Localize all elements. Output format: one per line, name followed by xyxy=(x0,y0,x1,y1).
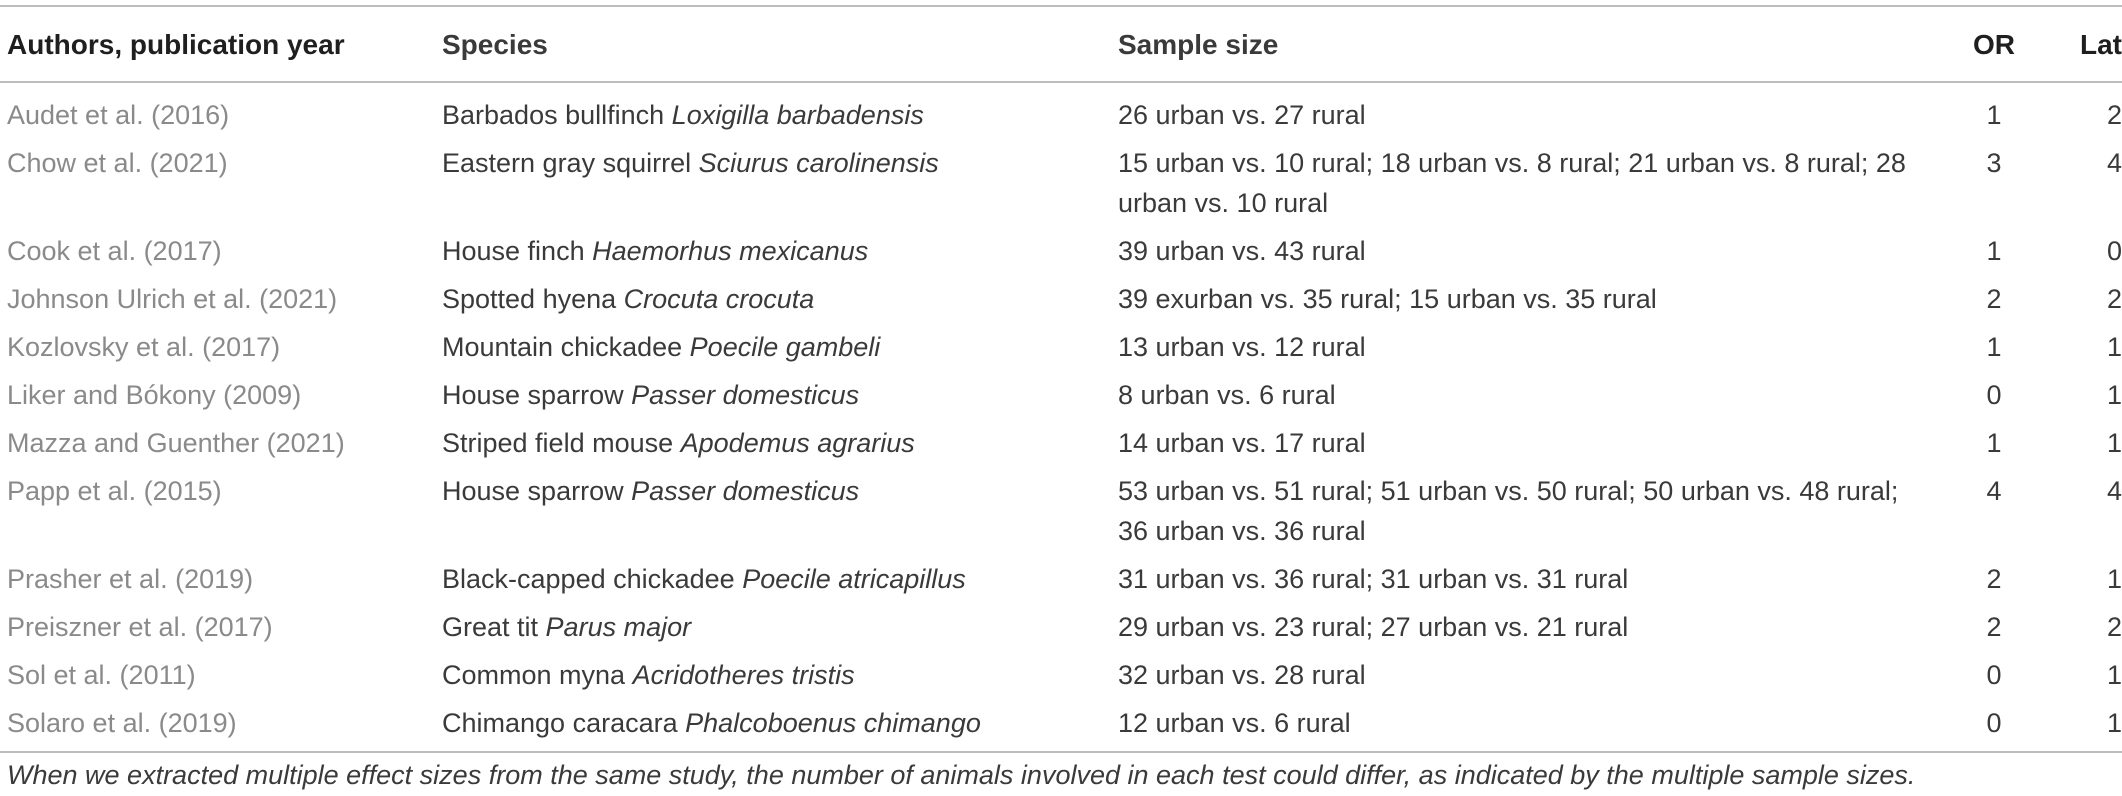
cell-author: Mazza and Guenther (2021) xyxy=(7,428,345,458)
cell-species xyxy=(442,367,1118,415)
cell-or: 1 xyxy=(1986,428,2002,458)
cell-or: 4 xyxy=(1986,476,2002,506)
cell-lat: 1 xyxy=(2106,708,2122,738)
cell-species xyxy=(442,223,1118,271)
cell-sample-size: 29 urban vs. 23 rural; 27 urban vs. 21 rural xyxy=(1118,612,1629,642)
cell-author: Sol et al. (2011) xyxy=(7,660,196,690)
table-footnote: When we extracted multiple effect sizes from the same study, the number of animals involved in each test could differ, as indicated by the multiple sample sizes. xyxy=(7,760,1916,790)
species-common-name: House finch xyxy=(442,236,585,266)
cell-or: 2 xyxy=(1986,564,2002,594)
species-scientific-name: Loxigilla barbadensis xyxy=(671,100,924,130)
table-body xyxy=(0,82,2122,752)
species-scientific-name: Passer domesticus xyxy=(631,476,860,506)
table-row xyxy=(0,551,2122,599)
cell-lat: 1 xyxy=(2106,428,2122,458)
species-scientific-name: Poecile atricapillus xyxy=(742,564,966,594)
header-lat: Lat xyxy=(2080,29,2122,60)
cell-or: 1 xyxy=(1986,100,2002,130)
species-common-name: Striped field mouse xyxy=(442,428,674,458)
species-common-name: Eastern gray squirrel xyxy=(442,148,692,178)
cell-sample-size: 31 urban vs. 36 rural; 31 urban vs. 31 rural xyxy=(1118,564,1629,594)
cell-or: 1 xyxy=(1986,332,2002,362)
cell-or: 0 xyxy=(1986,708,2002,738)
table-row xyxy=(0,695,2122,752)
table-container xyxy=(0,5,2122,753)
cell-species xyxy=(442,271,1118,319)
cell-or: 2 xyxy=(1986,612,2002,642)
cell-sample-size: 32 urban vs. 28 rural xyxy=(1118,660,1366,690)
table-row xyxy=(0,82,2122,135)
species-common-name: Spotted hyena xyxy=(442,284,617,314)
header-row xyxy=(0,6,2122,82)
table-row xyxy=(0,367,2122,415)
cell-species xyxy=(442,319,1118,367)
table-row xyxy=(0,463,2122,551)
species-scientific-name: Sciurus carolinensis xyxy=(698,148,939,178)
cell-sample-size: 14 urban vs. 17 rural xyxy=(1118,428,1366,458)
table-row xyxy=(0,415,2122,463)
cell-lat: 2 xyxy=(2106,100,2122,130)
cell-lat: 1 xyxy=(2106,660,2122,690)
cell-lat: 1 xyxy=(2106,332,2122,362)
species-scientific-name: Parus major xyxy=(545,612,692,642)
cell-species xyxy=(442,415,1118,463)
species-scientific-name: Poecile gambeli xyxy=(689,332,881,362)
studies-table xyxy=(0,5,2122,753)
species-scientific-name: Crocuta crocuta xyxy=(623,284,815,314)
cell-sample-size: 12 urban vs. 6 rural xyxy=(1118,708,1351,738)
species-scientific-name: Phalcoboenus chimango xyxy=(685,708,981,738)
cell-species xyxy=(442,599,1118,647)
cell-author: Kozlovsky et al. (2017) xyxy=(7,332,281,362)
header-species: Species xyxy=(442,29,548,60)
species-common-name: Mountain chickadee xyxy=(442,332,683,362)
cell-or: 2 xyxy=(1986,284,2002,314)
header-sample-size: Sample size xyxy=(1118,29,1279,60)
cell-lat: 2 xyxy=(2106,612,2122,642)
cell-sample-size: 8 urban vs. 6 rural xyxy=(1118,380,1336,410)
cell-author: Johnson Ulrich et al. (2021) xyxy=(7,284,338,314)
cell-lat: 1 xyxy=(2106,564,2122,594)
species-scientific-name: Apodemus agrarius xyxy=(680,428,915,458)
species-common-name: Barbados bullfinch xyxy=(442,100,665,130)
cell-lat: 4 xyxy=(2106,476,2122,506)
cell-or: 1 xyxy=(1986,236,2002,266)
cell-or: 3 xyxy=(1986,148,2002,178)
cell-or: 0 xyxy=(1986,380,2002,410)
table-row xyxy=(0,223,2122,271)
cell-species xyxy=(442,463,1118,551)
table-row xyxy=(0,135,2122,223)
species-common-name: Black-capped chickadee xyxy=(442,564,735,594)
cell-author: Cook et al. (2017) xyxy=(7,236,222,266)
table-header xyxy=(0,6,2122,82)
cell-sample-size: 53 urban vs. 51 rural; 51 urban vs. 50 rural; 50 urban vs. 48 rural; 36 urban vs. 36 rural xyxy=(1118,476,1899,546)
species-common-name: Common myna xyxy=(442,660,626,690)
cell-species xyxy=(442,551,1118,599)
species-scientific-name: Acridotheres tristis xyxy=(632,660,855,690)
cell-lat: 2 xyxy=(2106,284,2122,314)
table-row xyxy=(0,647,2122,695)
species-common-name: House sparrow xyxy=(442,380,624,410)
cell-species xyxy=(442,695,1118,752)
cell-or: 0 xyxy=(1986,660,2002,690)
species-scientific-name: Haemorhus mexicanus xyxy=(592,236,869,266)
table-row xyxy=(0,599,2122,647)
cell-sample-size: 39 urban vs. 43 rural xyxy=(1118,236,1366,266)
cell-species xyxy=(442,135,1118,223)
header-authors: Authors, publication year xyxy=(7,29,345,60)
cell-lat: 4 xyxy=(2106,148,2122,178)
species-common-name: House sparrow xyxy=(442,476,624,506)
species-common-name: Great tit xyxy=(442,612,539,642)
cell-sample-size: 39 exurban vs. 35 rural; 15 urban vs. 35 rural xyxy=(1118,284,1657,314)
table-row xyxy=(0,271,2122,319)
cell-sample-size: 15 urban vs. 10 rural; 18 urban vs. 8 rural; 21 urban vs. 8 rural; 28 urban vs. 10 rural xyxy=(1118,148,1906,218)
species-scientific-name: Passer domesticus xyxy=(631,380,860,410)
cell-author: Prasher et al. (2019) xyxy=(7,564,254,594)
cell-species xyxy=(442,647,1118,695)
cell-species xyxy=(442,82,1118,135)
species-common-name: Chimango caracara xyxy=(442,708,678,738)
cell-author: Solaro et al. (2019) xyxy=(7,708,237,738)
cell-author: Preiszner et al. (2017) xyxy=(7,612,273,642)
cell-author: Audet et al. (2016) xyxy=(7,100,230,130)
cell-sample-size: 26 urban vs. 27 rural xyxy=(1118,100,1366,130)
header-or: OR xyxy=(1973,29,2015,60)
cell-sample-size: 13 urban vs. 12 rural xyxy=(1118,332,1366,362)
cell-author: Liker and Bókony (2009) xyxy=(7,380,302,410)
cell-author: Papp et al. (2015) xyxy=(7,476,222,506)
table-row xyxy=(0,319,2122,367)
cell-lat: 1 xyxy=(2106,380,2122,410)
cell-lat: 0 xyxy=(2106,236,2122,266)
cell-author: Chow et al. (2021) xyxy=(7,148,228,178)
